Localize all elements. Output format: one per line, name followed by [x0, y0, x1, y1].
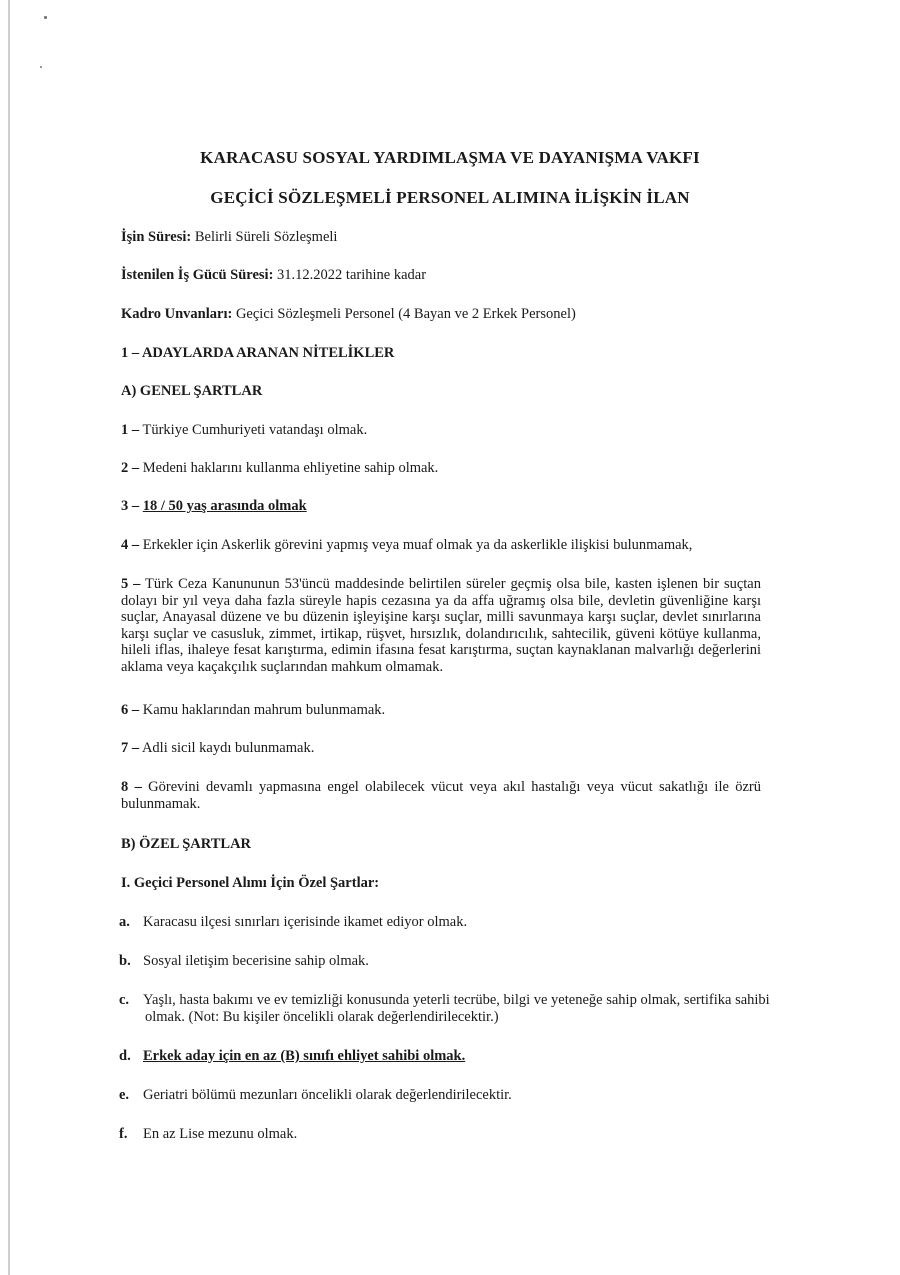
special-conditions-heading: B) ÖZEL ŞARTLAR	[121, 836, 252, 852]
condition-text: Sosyal iletişim becerisine sahip olmak.	[143, 953, 369, 969]
special-conditions-subheading: I. Geçici Personel Alımı İçin Özel Şartlar:	[121, 875, 380, 891]
special-condition-f	[119, 1126, 297, 1143]
condition-letter: d.	[119, 1048, 131, 1064]
scan-speck	[44, 16, 47, 19]
staff-titles-value: Geçici Sözleşmeli Personel (4 Bayan ve 2 Erkek Personel)	[235, 306, 576, 322]
condition-number: 2 –	[121, 460, 140, 476]
workforce-duration-line	[121, 267, 426, 284]
general-condition-1	[121, 422, 367, 439]
general-condition-7	[121, 740, 314, 757]
condition-letter: b.	[119, 953, 131, 969]
general-condition-2	[121, 460, 438, 477]
condition-text: Karacasu ilçesi sınırları içerisinde ikamet ediyor olmak.	[143, 914, 468, 930]
condition-text: En az Lise mezunu olmak.	[143, 1126, 298, 1142]
condition-text-continued: olmak. (Not: Bu kişiler öncelikli olarak değerlendirilecektir.)	[145, 1009, 499, 1025]
condition-text: Kamu haklarından mahrum bulunmamak.	[142, 702, 386, 718]
document-subtitle: GEÇİCİ SÖZLEŞMELİ PERSONEL ALIMINA İLİŞKİN İLAN	[210, 188, 690, 207]
condition-letter: f.	[119, 1126, 128, 1142]
scan-speck	[40, 66, 42, 68]
special-condition-b	[119, 953, 369, 970]
condition-number: 4 –	[121, 537, 140, 553]
condition-number: 1 –	[121, 422, 140, 438]
condition-number: 7 –	[121, 740, 140, 756]
condition-text: Geriatri bölümü mezunları öncelikli olarak değerlendirilecektir.	[143, 1087, 512, 1103]
workforce-duration-value: 31.12.2022 tarihine kadar	[277, 267, 427, 283]
staff-titles-label: Kadro Unvanları:	[121, 306, 233, 322]
condition-letter: a.	[119, 914, 130, 930]
special-condition-c	[119, 992, 789, 1026]
condition-text: Türkiye Cumhuriyeti vatandaşı olmak.	[142, 422, 368, 438]
workforce-duration-label: İstenilen İş Gücü Süresi:	[121, 267, 274, 283]
job-duration-value: Belirli Süreli Sözleşmeli	[194, 229, 338, 245]
condition-text: Erkek aday için en az (B) sınıfı ehliyet sahibi olmak.	[143, 1048, 466, 1064]
condition-text: Erkekler için Askerlik görevini yapmış veya muaf olmak ya da askerlikle ilişkisi bulunmamak,	[142, 537, 693, 553]
general-condition-8	[121, 779, 761, 812]
condition-text: 18 / 50 yaş arasında olmak	[142, 498, 307, 514]
document-title: KARACASU SOSYAL YARDIMLAŞMA VE DAYANIŞMA VAKFI	[200, 148, 700, 167]
job-duration-line	[121, 229, 337, 246]
qualifications-heading: 1 – ADAYLARDA ARANAN NİTELİKLER	[121, 345, 395, 361]
condition-text: Görevini devamlı yapmasına engel olabilecek vücut veya akıl hastalığı veya vücut sakatlığı ile özrü bulunmamak.	[121, 779, 762, 812]
condition-text: Yaşlı, hasta bakımı ve ev temizliği konusunda yeterli tecrübe, bilgi ve yeteneğe sahip olmak, sertifika sahibi	[143, 992, 770, 1008]
special-condition-a	[119, 914, 467, 931]
condition-number: 6 –	[121, 702, 140, 718]
condition-text: Adli sicil kaydı bulunmamak.	[141, 740, 315, 756]
general-condition-5	[121, 576, 761, 675]
condition-number: 5 –	[121, 576, 141, 592]
general-condition-4	[121, 537, 692, 554]
condition-letter: c.	[119, 992, 130, 1008]
general-condition-3	[121, 498, 307, 515]
staff-titles-line	[121, 306, 576, 323]
condition-text: Türk Ceza Kanununun 53'üncü maddesinde belirtilen süreler geçmiş olsa bile, kasten işlenen bir suçtan dolayı bir yıl veya daha fazla süreyle hapis cezasına ya da affa uğramış olsa bile, devletin güvenliğine karşı suçlar, Anayasal düzene ve bu düzenin işleyişine karşı suçlar, milli savunmaya karşı suçlar, devlet sınırlarına karşı suçlar ve casusluk, zimmet, irtikap, rüşvet, hırsızlık, dolandırıcılık, sahtecilik, güveni kötüye kullanma, hileli iflas, ihaleye fesat karıştırma, edimin ifasına fesat karıştırma, suçtan kaynaklanan malvarlığı değerlerini aklama veya kaçakçılık suçlarından mahkum olmamak.	[121, 576, 761, 675]
job-duration-label: İşin Süresi:	[121, 229, 192, 245]
condition-number: 3 –	[121, 498, 140, 514]
special-condition-e	[119, 1087, 512, 1104]
condition-number: 8 –	[121, 779, 142, 795]
condition-letter: e.	[119, 1087, 130, 1103]
general-condition-6	[121, 702, 385, 719]
condition-text: Medeni haklarını kullanma ehliyetine sahip olmak.	[142, 460, 439, 476]
special-condition-d	[119, 1048, 465, 1065]
general-conditions-heading: A) GENEL ŞARTLAR	[121, 383, 263, 399]
